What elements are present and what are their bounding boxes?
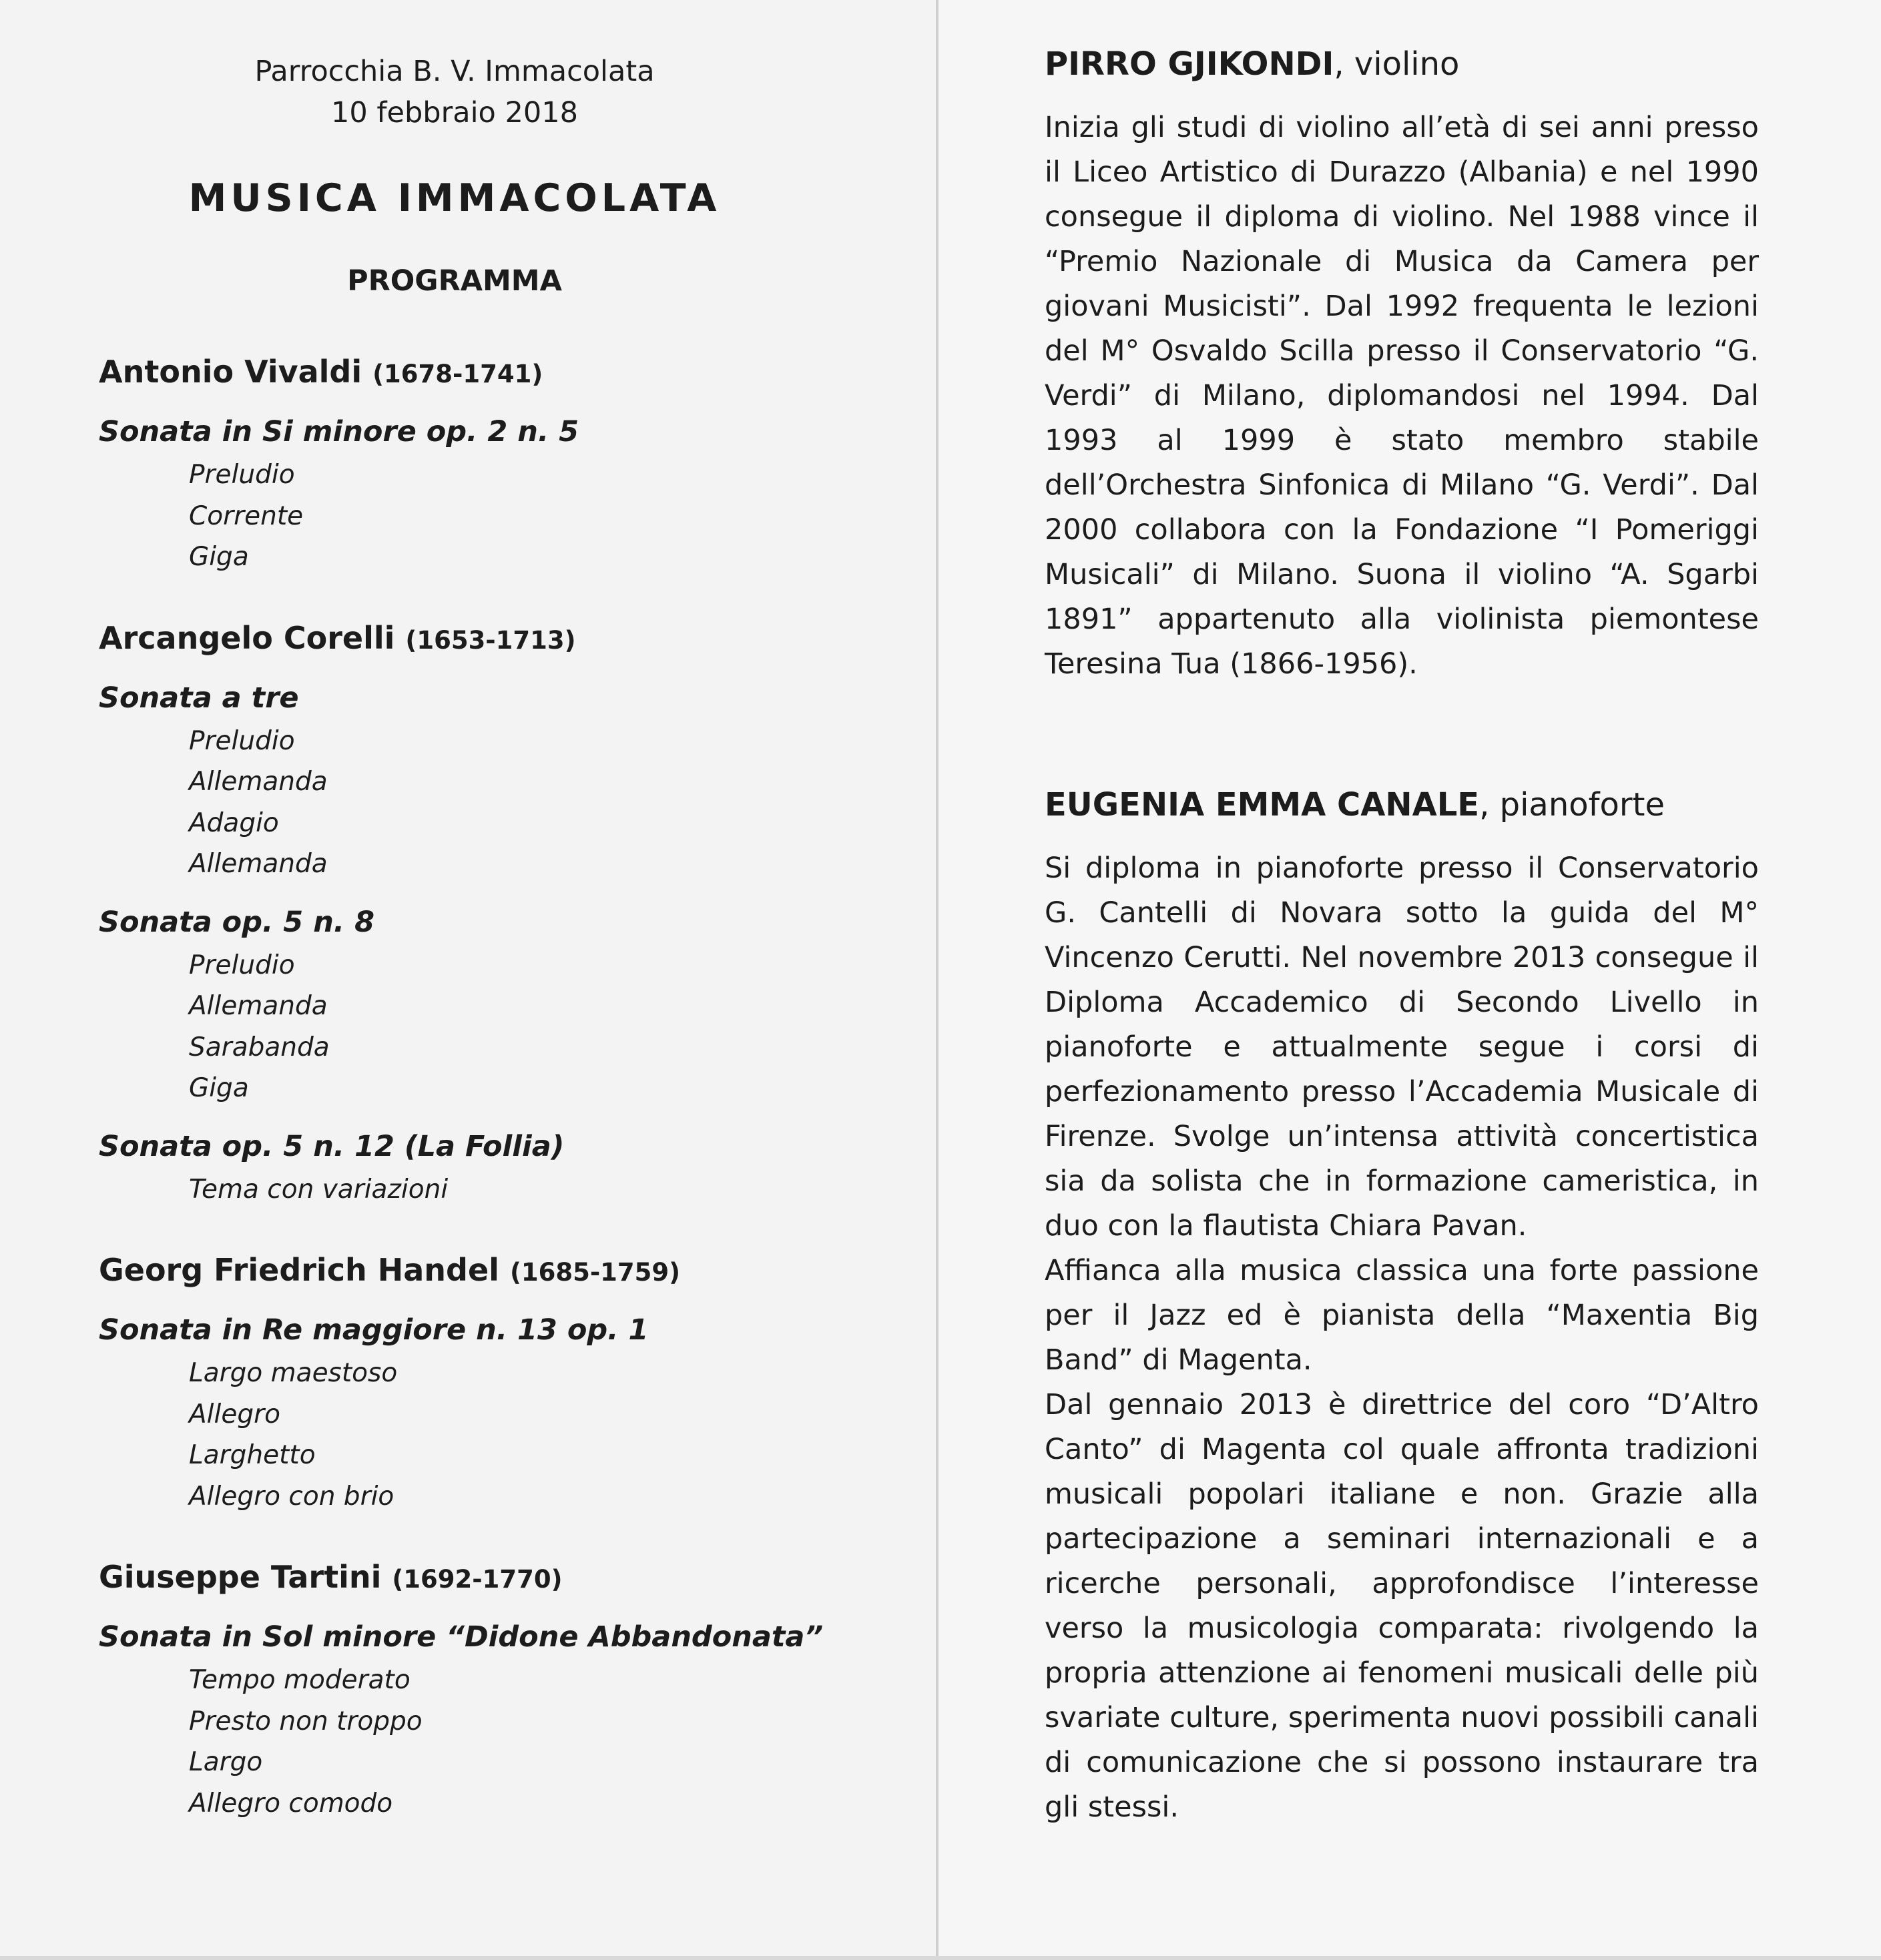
- bio-text: Si diploma in pianoforte presso il Conservatorio G. Cantelli di Novara sotto la guida del M° Vincenzo Cerutti. Nel novembre 2013 consegue il Diploma Accademico di Secondo Livello in pianoforte e attualmente segue i corsi di perfezionamento presso l’Accademia Musicale di Firenze. Svolge un’intensa attività concertistica sia da solista che in formazione cameristica, in duo con la flautista Chiara Pavan.: [1045, 852, 1759, 1243]
- composer-name: Arcangelo Corelli: [99, 619, 395, 656]
- movement: Presto non troppo: [189, 1706, 423, 1736]
- movement: Allemanda: [189, 767, 328, 797]
- work-title: Sonata op. 5 n. 8: [99, 905, 375, 939]
- movement: Giga: [189, 1073, 249, 1103]
- movement-list: [99, 721, 920, 885]
- movement: Larghetto: [189, 1440, 316, 1470]
- movement-list: [99, 1353, 920, 1517]
- bio-eugenia-emma-canale: [1045, 783, 1759, 1830]
- movement: Corrente: [189, 501, 304, 531]
- program-label: PROGRAMMA: [347, 264, 562, 298]
- movement: Allegro con brio: [189, 1481, 394, 1512]
- composer-dates: (1653-1713): [405, 625, 576, 655]
- composer-dates: (1692-1770): [392, 1565, 563, 1594]
- performer-instrument: , pianoforte: [1479, 786, 1665, 824]
- movement: Sarabanda: [189, 1032, 330, 1062]
- movement: Largo maestoso: [189, 1358, 398, 1388]
- performer-name: EUGENIA EMMA CANALE: [1045, 786, 1480, 824]
- concert-date: 10 febbraio 2018: [331, 96, 578, 129]
- movement: Preludio: [189, 460, 295, 490]
- left-page: [0, 0, 936, 1960]
- bio-text: Affianca alla musica classica una forte passione per il Jazz ed è pianista della “Maxentia Big Band” di Magenta.: [1045, 1254, 1759, 1377]
- composer-dates: (1678-1741): [372, 360, 543, 388]
- work-title: Sonata in Re maggiore n. 13 op. 1: [99, 1313, 649, 1347]
- venue: Parrocchia B. V. Immacolata: [254, 55, 655, 88]
- work-title: Sonata in Sol minore “Didone Abbandonata”: [99, 1620, 824, 1654]
- movement-list: [99, 945, 920, 1109]
- bio-text: Inizia gli studi di violino all’età di sei anni presso il Liceo Artistico di Durazzo (Albania) e nel 1990 consegue il diploma di violino. Nel 1988 vince il “Premio Nazionale di Musica da Camera per giovani Musicisti”. Dal 1992 frequenta le lezioni del M° Osvaldo Scilla presso il Conservatorio “G. Verdi” di Milano, diplomandosi nel 1994. Dal 1993 al 1999 è stato membro stabile dell’Orchestra Sinfonica di Milano “G. Verdi”. Dal 2000 collabora con la Fondazione “I Pomeriggi Musicali” di Milano. Suona il violino “A. Sgarbi 1891” appartenuto alla violinista piemontese Teresina Tua (1866-1956).: [1045, 111, 1759, 681]
- composer-dates: (1685-1759): [509, 1258, 681, 1287]
- work-title: Sonata in Si minore op. 2 n. 5: [99, 415, 579, 448]
- movement: Allemanda: [189, 849, 328, 879]
- composer-heading: [99, 617, 920, 662]
- bio-heading: [1045, 783, 1759, 826]
- work-title: Sonata op. 5 n. 12 (La Follia): [99, 1129, 565, 1163]
- performer-instrument: , violino: [1334, 45, 1460, 83]
- bio-pirro-gjikondi: [1045, 43, 1759, 687]
- performer-name: PIRRO GJIKONDI: [1045, 45, 1334, 83]
- work-title: Sonata a tre: [99, 681, 299, 715]
- composer-heading: [99, 350, 920, 396]
- movement: Largo: [189, 1747, 263, 1777]
- composer-heading: [99, 1249, 920, 1294]
- movement: Preludio: [189, 950, 295, 980]
- program-list: [99, 350, 920, 1824]
- page-bottom-edge: [0, 1956, 1881, 1960]
- movement: Allegro: [189, 1399, 280, 1429]
- composer-name: Antonio Vivaldi: [99, 354, 362, 390]
- movement: Allegro comodo: [189, 1788, 393, 1819]
- concert-title: MUSICA IMMACOLATA: [188, 176, 721, 220]
- movement: Allemanda: [189, 991, 328, 1021]
- movement: Adagio: [189, 807, 279, 838]
- composer-heading: [99, 1556, 920, 1601]
- composer-name: Georg Friedrich Handel: [99, 1252, 499, 1288]
- bio-text: Dal gennaio 2013 è direttrice del coro “D’Altro Canto” di Magenta col quale affronta tradizioni musicali popolari italiane e non. Grazie alla partecipazione a seminari internazionali e a ricerche personali, approfondisce l’interesse verso la musicologia comparata: rivolgendo la propria attenzione ai fenomeni musicali delle più svariate culture, sperimenta nuovi possibili canali di comunicazione che si possono instaurare tra gli stessi.: [1045, 1388, 1759, 1824]
- movement: Giga: [189, 542, 249, 572]
- movement: Preludio: [189, 725, 295, 756]
- movement-list: [99, 1660, 920, 1824]
- movement: Tema con variazioni: [189, 1174, 449, 1205]
- movement-list: [99, 454, 920, 578]
- bio-heading: [1045, 43, 1759, 85]
- movement-list: [99, 1169, 920, 1211]
- composer-name: Giuseppe Tartini: [99, 1559, 382, 1595]
- movement: Tempo moderato: [189, 1665, 411, 1695]
